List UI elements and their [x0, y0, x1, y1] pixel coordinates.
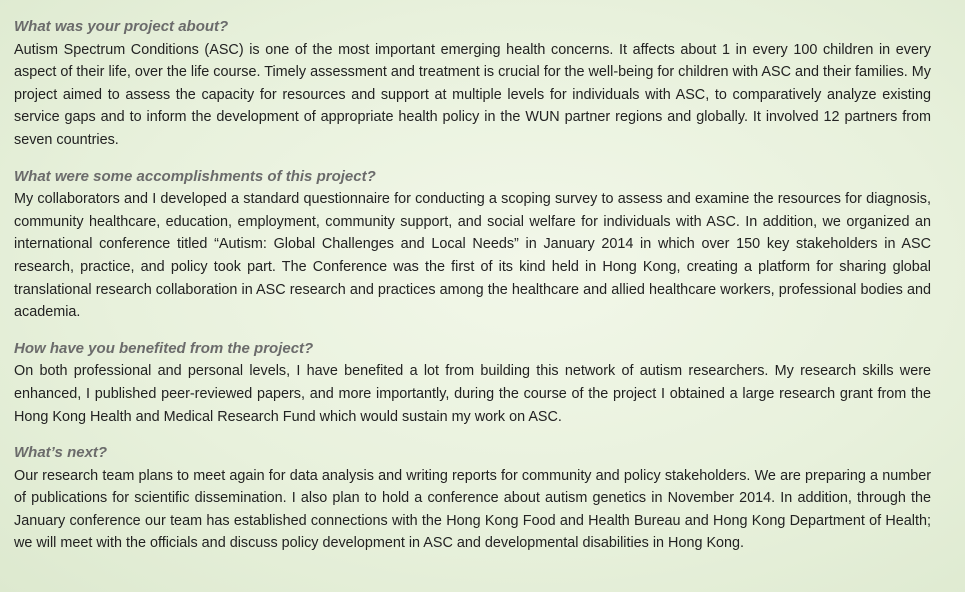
answer-paragraph: Autism Spectrum Conditions (ASC) is one of the most important emerging health concerns. It affects about 1 in every 100 children in every aspect of their life, over the life course. Timely assessment and treatment is crucial for the well-being for children with ASC and their families. My project aimed to assess the capacity for resources and support at multiple levels for individuals with ASC, to comparatively analyze existing service gaps and to inform the development of appropriate health policy in the WUN partner regions and globally. It involved 12 partners from seven countries. [14, 41, 931, 148]
answer-paragraph: Our research team plans to meet again for data analysis and writing reports for community and policy stakeholders. We are preparing a number of publications for scientific dissemination. I also plan to hold a conference about autism genetics in November 2014. In addition, through the January conference our team has established connections with the Hong Kong Food and Health Bureau and Hong Kong Department of Health; we will meet with the officials and discuss policy development in ASC and developmental disabilities in Hong Kong. [14, 467, 931, 552]
question-heading: What were some accomplishments of this project? [14, 167, 376, 185]
answer-paragraph: On both professional and personal levels, I have benefited a lot from building this network of autism researchers. My research skills were enhanced, I published peer-reviewed papers, and more importantly, during the course of the project I obtained a large research grant from the Hong Kong Health and Medical Research Fund which would sustain my work on ASC. [14, 363, 931, 425]
section-accomplishments [14, 166, 931, 324]
answer-paragraph: My collaborators and I developed a standard questionnaire for conducting a scoping survey to assess and examine the resources for diagnosis, community healthcare, education, employment, community support, and social welfare for individuals with ASC. In addition, we organized an international conference titled “Autism: Global Challenges and Local Needs” in January 2014 in which over 150 key stakeholders in ASC research, practice, and policy took part. The Conference was the first of its kind held in Hong Kong, creating a platform for sharing global translational research collaboration in ASC research and practices among the healthcare and allied healthcare workers, professional bodies and academia. [14, 191, 931, 321]
question-heading: What was your project about? [14, 18, 229, 35]
section-whats-next [14, 442, 931, 555]
section-benefits [14, 338, 931, 428]
question-heading: What’s next? [14, 444, 108, 462]
question-heading: How have you benefited from the project? [14, 339, 314, 357]
section-project-about [14, 16, 931, 152]
